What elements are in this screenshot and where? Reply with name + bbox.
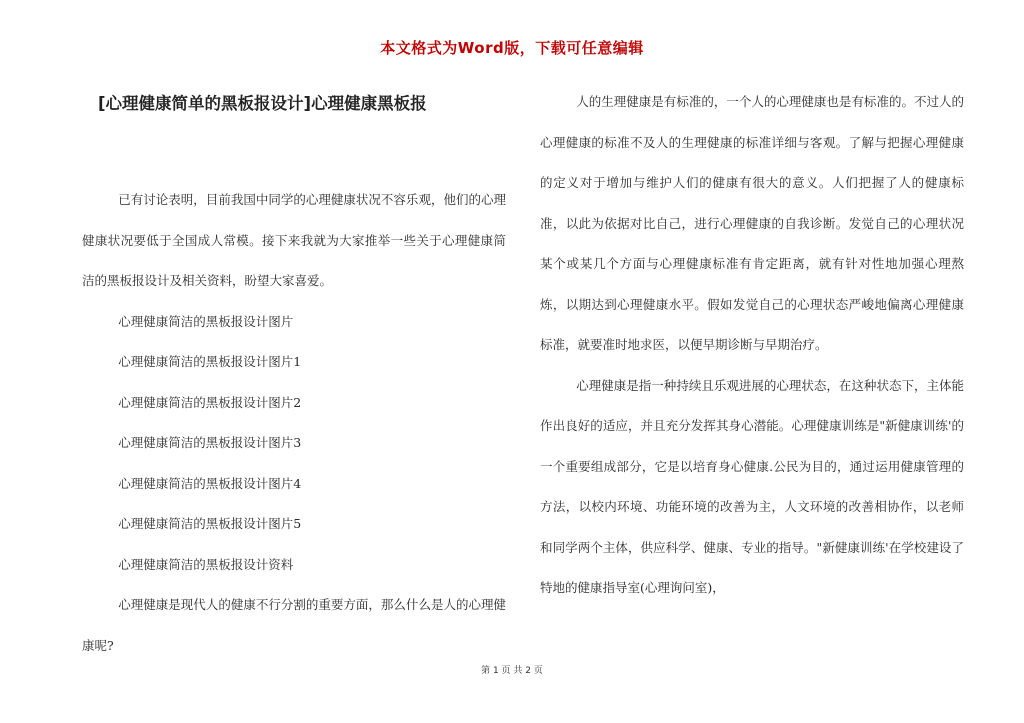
list-item: 心理健康简洁的黑板报设计图片 [118,313,294,329]
page-number-footer: 第 1 页 共 2 页 [481,666,543,676]
health-standard-paragraph: 人的生理健康是有标准的，一个人的心理健康也是有标准的。不过人的心理健康的标准不及人的生理健康的标准详细与客观。了解与把握心理健康的定义对于增加与维护人们的健康有很大的意义。人们把握了人的健康标准，以此为依据对比自己，进行心理健康的自我诊断。发觉自己的心理状况某个或某几个方面与心理健康标准有肯定距离，就有针对性地加强心理熬炼，以期达到心理健康水平。假如发觉自己的心理状态严峻地偏离心理健康标准，就要准时地求医，以便早期诊断与早期治疗。 [540,94,964,352]
list-item: 心理健康简洁的黑板报设计图片5 [118,516,302,531]
list-item: 心理健康简洁的黑板报设计图片1 [118,354,302,369]
left-column [82,90,506,666]
closing-paragraph: 心理健康是现代人的健康不行分割的重要方面，那么什么是人的心理健康呢? [82,597,506,653]
intro-paragraph: 已有讨论表明，目前我国中同学的心理健康状况不容乐观，他们的心理健康状况要低于全国成人常模。接下来我就为大家推举一些关于心理健康简洁的黑板报设计及相关资料，盼望大家喜爱。 [82,192,506,288]
list-item: 心理健康简洁的黑板报设计资料 [118,556,294,572]
list-item: 心理健康简洁的黑板报设计图片2 [118,394,302,410]
word-format-banner: 本文格式为Word版，下载可任意编辑 [380,39,644,57]
right-column [540,82,964,609]
health-definition-paragraph: 心理健康是指一种持续且乐观进展的心理状态，在这种状态下，主体能作出良好的适应，并且充分发挥其身心潜能。心理健康训练是"新健康训练'的一个重要组成部分，它是以培育身心健康.公民为目的，通过运用健康管理的方法，以校内环境、功能环境的改善为主，人文环境的改善相协作，以老师和同学两个主体，供应科学、健康、专业的指导。"新健康训练'在学校建设了特地的健康指导室(心理询问室)， [540,377,964,595]
document-title: [心理健康简单的黑板报设计]心理健康黑板报 [98,94,427,113]
list-item: 心理健康简洁的黑板报设计图片3 [118,435,302,450]
left-body [82,180,506,666]
list-item: 心理健康简洁的黑板报设计图片4 [118,475,302,491]
